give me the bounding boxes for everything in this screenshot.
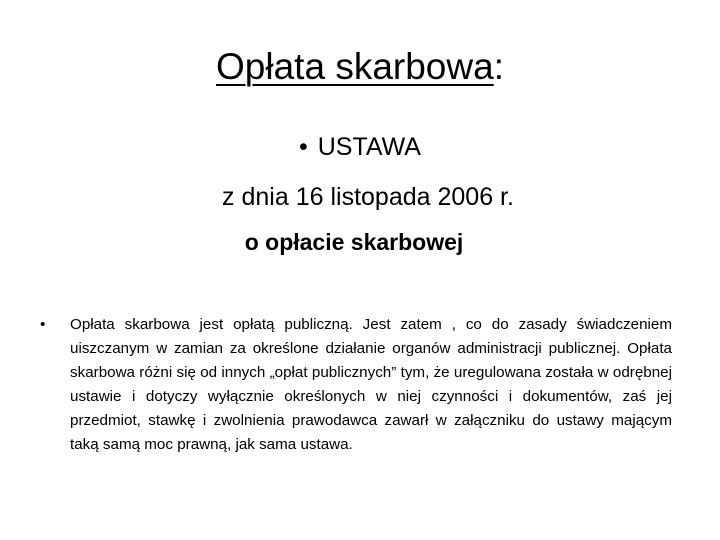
act-type-line bbox=[0, 133, 720, 162]
act-date-line: z dnia 16 listopada 2006 r. bbox=[222, 183, 514, 211]
bullet-icon: • bbox=[298, 133, 308, 161]
slide-title-colon: : bbox=[493, 46, 504, 87]
slide-title-text: Opłata skarbowa bbox=[216, 46, 494, 87]
slide-title bbox=[0, 42, 720, 92]
act-name-line: o opłacie skarbowej bbox=[244, 229, 464, 255]
body-paragraph: Opłata skarbowa jest opłatą publiczną. Jest zatem , co do zasady świadczeniem uiszczanym w zamian za określone działanie organów administracji publicznej. Opłata skarbowa różni się od innych „opłat publicznych” tym, że uregulowana została w odrębnej ustawie i dotyczy wyłącznie określonych w niej czynności i dokumentów, zaś jej przedmiot, stawkę i zwolnienia prawodawca zawarł w załączniku do ustawy mającym taką samą moc prawną, jak sama ustawa. bbox=[70, 316, 672, 453]
act-type-text: USTAWA bbox=[317, 133, 421, 161]
body-bullet-icon: • bbox=[40, 316, 46, 333]
